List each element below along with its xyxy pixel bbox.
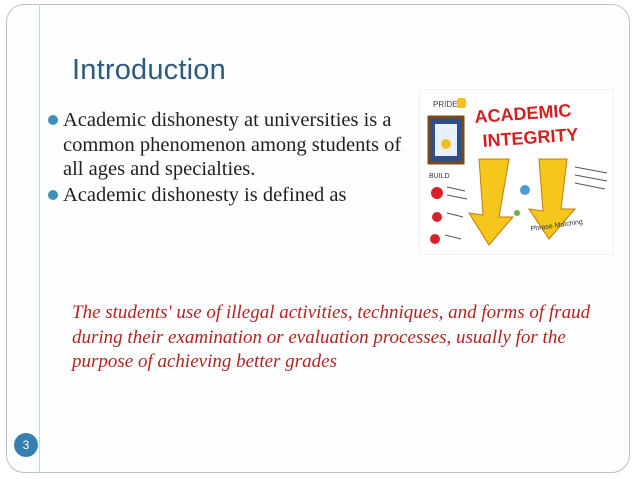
bullet-dot-icon	[48, 115, 58, 125]
bullet-item	[46, 108, 406, 182]
left-divider	[39, 4, 40, 473]
definition-quote: The students' use of illegal activities, techniques, and forms of fraud during their examination or evaluation processes, usually for the purpose of achieving better grades	[72, 302, 591, 372]
slide-title: Introduction	[72, 54, 226, 86]
bullet-text: Academic dishonesty is defined as	[63, 183, 347, 206]
phrase-matching-label: Phrase Matching	[530, 218, 584, 233]
academic-integrity-image	[419, 89, 614, 255]
bullet-list	[46, 108, 406, 207]
bullet-item	[46, 183, 406, 208]
image-heading-line1: ACADEMIC	[473, 100, 573, 127]
image-heading-line2: INTEGRITY	[481, 124, 580, 151]
pride-label: PRIDE	[433, 100, 458, 109]
build-label: BUILD	[429, 173, 450, 180]
bullet-text: Academic dishonesty at universities is a common phenomenon among students of all ages and specialties.	[63, 109, 402, 180]
bullet-dot-icon	[48, 190, 58, 200]
page-number-badge: 3	[14, 433, 38, 457]
